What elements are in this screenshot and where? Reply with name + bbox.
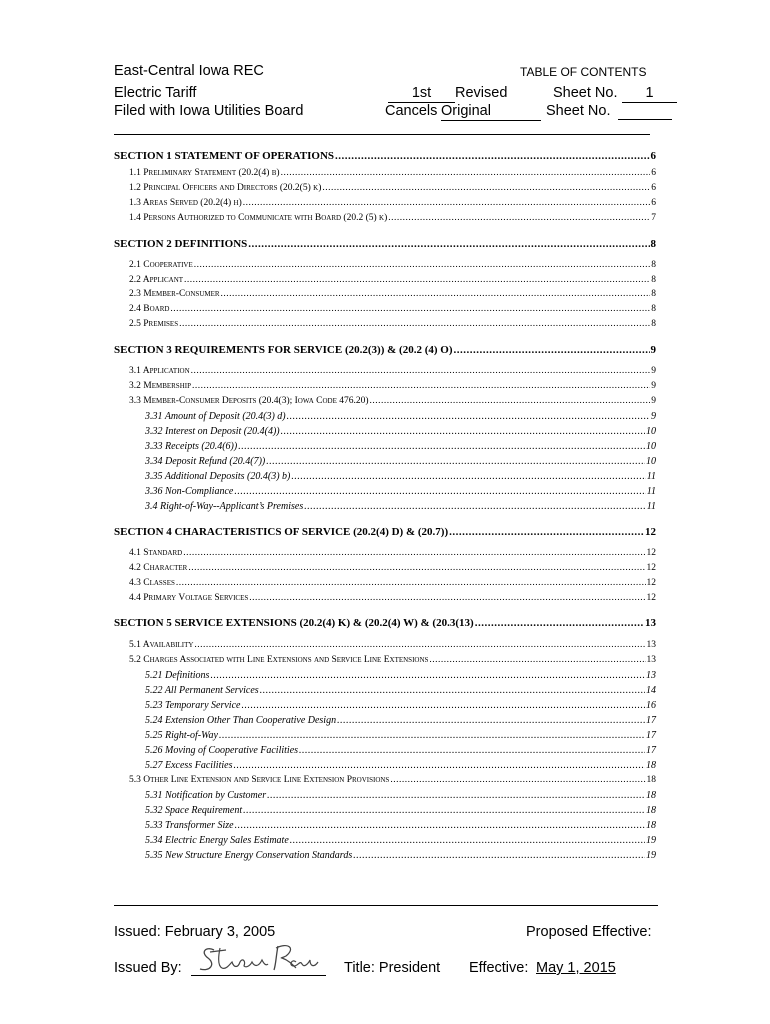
toc-dot-leader [243, 805, 645, 816]
toc-page-number: 9 [651, 396, 656, 406]
issued-date: Issued: February 3, 2005 [114, 924, 276, 940]
tariff-name: Electric Tariff [114, 85, 197, 101]
toc-page-number: 9 [651, 411, 656, 422]
toc-entry-title: 3.32 Interest on Deposit (20.4(4)) [145, 426, 280, 437]
toc-entry-title: 3.2 Membership [129, 381, 191, 391]
toc-entry-title: 3.1 Application [129, 366, 190, 376]
toc-page-number: 8 [651, 319, 656, 329]
revised-label: Revised [455, 85, 508, 101]
toc-entry-title: SECTION 5 SERVICE EXTENSIONS (20.2(4) K) & (20.2(4) W) & (20.3(13) [114, 617, 474, 629]
toc-page-number: 13 [646, 670, 656, 681]
toc-dot-leader [390, 775, 645, 785]
sheet-no-label: Sheet No. [553, 85, 618, 101]
toc-dot-leader [475, 617, 644, 629]
toc-entry [129, 381, 656, 391]
toc-entry [145, 715, 656, 726]
toc-dot-leader [194, 260, 650, 270]
toc-entry-title: 1.4 Persons Authorized to Communicate with Board (20.2 (5) k) [129, 213, 388, 223]
toc-entry-title: 2.4 Board [129, 304, 170, 314]
toc-dot-leader [194, 640, 645, 650]
toc-page-number: 18 [646, 760, 656, 771]
header-divider [114, 134, 650, 135]
toc-entry [145, 486, 656, 497]
toc-dot-leader [176, 578, 646, 588]
toc-dot-leader [221, 289, 651, 299]
toc-page-number: 18 [646, 820, 656, 831]
toc-entry [129, 183, 656, 193]
toc-dot-leader [219, 730, 645, 741]
toc-entry [129, 548, 656, 558]
toc-entry [145, 790, 656, 801]
toc-entry [145, 850, 656, 861]
toc-page-number: 7 [651, 213, 656, 223]
toc-page-number: 16 [646, 700, 656, 711]
toc-dot-leader [243, 198, 651, 208]
toc-dot-leader [170, 304, 650, 314]
proposed-effective-label: Proposed Effective: [526, 924, 652, 940]
toc-page-number: 8 [651, 275, 656, 285]
toc-page-number: 17 [646, 745, 656, 756]
toc-page-number: 6 [651, 183, 656, 193]
toc-dot-leader [281, 426, 645, 437]
sheet-no-value: 1 [622, 85, 677, 103]
toc-entry [129, 213, 656, 223]
toc-dot-leader [234, 486, 645, 497]
toc-entry-title: 1.2 Principal Officers and Directors (20.2(5) k) [129, 183, 322, 193]
toc-entry-title: 3.31 Amount of Deposit (20.4(3) d) [145, 411, 286, 422]
toc-dot-leader [322, 183, 650, 193]
filed-with: Filed with Iowa Utilities Board [114, 103, 304, 119]
effective-label: Effective: [469, 960, 529, 976]
toc-dot-leader [267, 790, 645, 801]
toc-dot-leader [183, 548, 645, 558]
toc-dot-leader [248, 238, 649, 250]
toc-entry-title: 2.1 Cooperative [129, 260, 193, 270]
toc-dot-leader [238, 441, 645, 452]
toc-entry [129, 775, 656, 785]
toc-dot-leader [291, 471, 645, 482]
toc-entry-title: 3.36 Non-Compliance [145, 486, 234, 497]
toc-entry-title: 3.33 Receipts (20.4(6)) [145, 441, 238, 452]
toc-entry-title: 4.4 Primary Voltage Services [129, 593, 249, 603]
toc-entry [129, 289, 656, 299]
toc-dot-leader [241, 700, 645, 711]
toc-page-number: 14 [646, 685, 656, 696]
toc-dot-leader [290, 835, 645, 846]
toc-entry-title: 5.31 Notification by Customer [145, 790, 267, 801]
toc-entry [129, 578, 656, 588]
toc-entry-title: 2.2 Applicant [129, 275, 184, 285]
toc-section-entry [114, 150, 656, 162]
toc-section-entry [114, 344, 656, 356]
toc-dot-leader [449, 526, 644, 538]
toc-page-number: 11 [646, 486, 656, 497]
toc-page-number: 10 [646, 456, 656, 467]
toc-entry [145, 441, 656, 452]
toc-page-number: 6 [651, 168, 656, 178]
toc-entry [145, 820, 656, 831]
toc-dot-leader [184, 275, 650, 285]
cancels-label: Cancels [385, 103, 438, 119]
toc-page-number: 8 [650, 238, 656, 250]
toc-entry-title: 5.26 Moving of Cooperative Facilities [145, 745, 299, 756]
toc-entry [129, 304, 656, 314]
toc-dot-leader [429, 655, 645, 665]
toc-section-entry [114, 238, 656, 250]
toc-entry [145, 760, 656, 771]
toc-page-number: 12 [646, 563, 656, 573]
toc-page-number: 17 [646, 730, 656, 741]
toc-dot-leader [287, 411, 650, 422]
toc-label: TABLE OF CONTENTS [520, 65, 647, 79]
toc-entry-title: SECTION 2 DEFINITIONS [114, 238, 248, 250]
toc-page-number: 6 [651, 198, 656, 208]
toc-dot-leader [235, 820, 645, 831]
toc-entry-title: 2.3 Member-Consumer [129, 289, 220, 299]
toc-dot-leader [304, 501, 646, 512]
toc-page-number: 19 [646, 850, 656, 861]
toc-page-number: 11 [646, 471, 656, 482]
toc-entry [145, 730, 656, 741]
toc-entry-title: 5.21 Definitions [145, 670, 210, 681]
toc-dot-leader [188, 563, 645, 573]
toc-entry [129, 640, 656, 650]
sheet-no-label-2: Sheet No. [546, 103, 611, 119]
toc-entry-title: 3.3 Member-Consumer Deposits (20.4(3); Iowa Code 476.20) [129, 396, 369, 406]
toc-dot-leader [281, 168, 651, 178]
toc-entry-title: 5.1 Availability [129, 640, 194, 650]
toc-dot-leader [266, 456, 645, 467]
toc-entry-title: 5.27 Excess Facilities [145, 760, 233, 771]
organization-name: East-Central Iowa REC [114, 63, 264, 79]
sheet-no-blank [618, 119, 672, 120]
toc-dot-leader [210, 670, 645, 681]
toc-entry-title: 5.25 Right-of-Way [145, 730, 218, 741]
title-president: Title: President [344, 960, 441, 976]
toc-page-number: 13 [645, 617, 656, 629]
toc-entry [145, 501, 656, 512]
toc-dot-leader [233, 760, 645, 771]
toc-page-number: 18 [646, 790, 656, 801]
toc-entry [145, 426, 656, 437]
toc-page-number: 10 [646, 441, 656, 452]
toc-entry-title: SECTION 3 REQUIREMENTS FOR SERVICE (20.2(3)) & (20.2 (4) O) [114, 344, 453, 356]
toc-entry [145, 670, 656, 681]
toc-entry-title: 5.24 Extension Other Than Cooperative Design [145, 715, 337, 726]
toc-entry-title: 5.22 All Permanent Services [145, 685, 259, 696]
toc-entry-title: 5.23 Temporary Service [145, 700, 241, 711]
toc-page-number: 8 [651, 260, 656, 270]
toc-entry [145, 411, 656, 422]
toc-dot-leader [337, 715, 645, 726]
toc-dot-leader [249, 593, 645, 603]
toc-entry [129, 260, 656, 270]
toc-page-number: 8 [651, 289, 656, 299]
toc-entry [145, 805, 656, 816]
toc-section-entry [114, 526, 656, 538]
toc-entry [129, 198, 656, 208]
toc-page-number: 6 [650, 150, 656, 162]
toc-entry-title: SECTION 1 STATEMENT OF OPERATIONS [114, 150, 335, 162]
toc-entry [145, 471, 656, 482]
toc-entry [129, 396, 656, 406]
revision-number: 1st [388, 85, 455, 103]
toc-page-number: 12 [646, 578, 656, 588]
toc-entry [129, 275, 656, 285]
toc-page-number: 12 [646, 593, 656, 603]
toc-page-number: 8 [651, 304, 656, 314]
toc-dot-leader [299, 745, 645, 756]
toc-entry [145, 745, 656, 756]
toc-dot-leader [192, 381, 650, 391]
toc-entry [145, 456, 656, 467]
toc-entry-title: 2.5 Premises [129, 319, 179, 329]
toc-entry [129, 168, 656, 178]
toc-entry [145, 835, 656, 846]
toc-dot-leader [370, 396, 651, 406]
toc-entry [129, 655, 656, 665]
toc-entry [129, 366, 656, 376]
toc-entry-title: 5.3 Other Line Extension and Service Line Extension Provisions [129, 775, 390, 785]
toc-dot-leader [454, 344, 650, 356]
toc-entry [145, 685, 656, 696]
toc-entry-title: 4.3 Classes [129, 578, 175, 588]
signature [196, 938, 326, 978]
toc-entry [129, 593, 656, 603]
toc-page-number: 19 [646, 835, 656, 846]
toc-page-number: 17 [646, 715, 656, 726]
toc-entry-title: 5.34 Electric Energy Sales Estimate [145, 835, 289, 846]
toc-page-number: 18 [646, 805, 656, 816]
footer-divider [114, 905, 658, 906]
toc-dot-leader [260, 685, 645, 696]
issued-by-label: Issued By: [114, 960, 182, 976]
toc-dot-leader [353, 850, 645, 861]
toc-entry-title: 5.33 Transformer Size [145, 820, 234, 831]
toc-entry-title: 1.1 Preliminary Statement (20.2(4) b) [129, 168, 280, 178]
toc-entry-title: 4.1 Standard [129, 548, 183, 558]
toc-page-number: 18 [646, 775, 656, 785]
toc-dot-leader [388, 213, 650, 223]
toc-page-number: 13 [646, 640, 656, 650]
toc-page-number: 13 [646, 655, 656, 665]
cancels-value: Original [441, 103, 541, 121]
toc-page-number: 9 [651, 381, 656, 391]
toc-entry-title: SECTION 4 CHARACTERISTICS OF SERVICE (20.2(4) D) & (20.7)) [114, 526, 449, 538]
toc-entry-title: 5.32 Space Requirement [145, 805, 243, 816]
toc-dot-leader [191, 366, 651, 376]
toc-entry-title: 3.35 Additional Deposits (20.4(3) b) [145, 471, 291, 482]
toc-entry [145, 700, 656, 711]
toc-dot-leader [179, 319, 650, 329]
toc-section-entry [114, 617, 656, 629]
toc-entry-title: 5.2 Charges Associated with Line Extensions and Service Line Extensions [129, 655, 429, 665]
toc-dot-leader [335, 150, 649, 162]
toc-entry-title: 3.34 Deposit Refund (20.4(7)) [145, 456, 266, 467]
toc-page-number: 11 [646, 501, 656, 512]
toc-entry-title: 5.35 New Structure Energy Conservation Standards [145, 850, 353, 861]
toc-entry [129, 563, 656, 573]
toc-page-number: 9 [650, 344, 656, 356]
toc-entry-title: 1.3 Areas Served (20.2(4) h) [129, 198, 242, 208]
toc-entry-title: 3.4 Right-of-Way--Applicant’s Premises [145, 501, 304, 512]
toc-entry-title: 4.2 Character [129, 563, 188, 573]
toc-page-number: 9 [651, 366, 656, 376]
toc-page-number: 12 [645, 526, 656, 538]
toc-page-number: 12 [646, 548, 656, 558]
effective-date: May 1, 2015 [536, 960, 616, 976]
toc-page-number: 10 [646, 426, 656, 437]
toc-entry [129, 319, 656, 329]
